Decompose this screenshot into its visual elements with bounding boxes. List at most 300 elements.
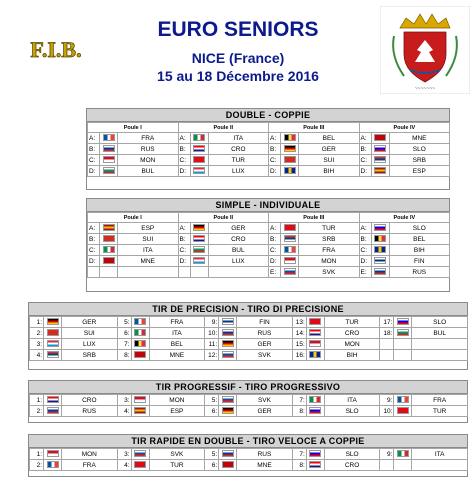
rus-flag-icon bbox=[47, 407, 59, 414]
flag-cell bbox=[306, 460, 324, 471]
country-code: GER bbox=[237, 406, 293, 417]
mon-flag-icon bbox=[284, 257, 296, 264]
flag-cell bbox=[131, 317, 149, 328]
rank-number: 3: bbox=[30, 339, 44, 350]
flag-cell bbox=[306, 350, 324, 361]
progressive-table bbox=[29, 394, 468, 417]
country-code: GER bbox=[62, 317, 118, 328]
rank-number: 5: bbox=[205, 449, 219, 460]
country-code: RUS bbox=[389, 267, 450, 278]
empty-cell bbox=[394, 339, 412, 350]
seed-label: B: bbox=[88, 234, 100, 245]
doubles-box bbox=[86, 108, 450, 190]
empty-cell bbox=[380, 460, 394, 471]
rank-number: 17: bbox=[380, 317, 394, 328]
cro-flag-icon bbox=[47, 396, 59, 403]
page-dates: 15 au 18 Décembre 2016 bbox=[157, 68, 319, 84]
cro-flag-icon bbox=[309, 461, 321, 468]
country-code: BEL bbox=[299, 133, 360, 144]
rank-number: 11: bbox=[205, 339, 219, 350]
slo-flag-icon bbox=[374, 224, 386, 231]
rank-number: 4: bbox=[117, 406, 131, 417]
seed-label: C: bbox=[178, 245, 190, 256]
country-code: MNE bbox=[118, 256, 179, 267]
country-code: GER bbox=[237, 339, 293, 350]
seed-label: B: bbox=[269, 144, 281, 155]
sui-flag-icon bbox=[284, 156, 296, 163]
country-code: CRO bbox=[208, 234, 269, 245]
bul-flag-icon bbox=[397, 329, 409, 336]
flag-cell bbox=[281, 223, 299, 234]
mon-flag-icon bbox=[309, 340, 321, 347]
ita-flag-icon bbox=[134, 329, 146, 336]
rank-number: 4: bbox=[30, 350, 44, 361]
rank-number: 2: bbox=[30, 460, 44, 471]
pool-header: Poule I bbox=[88, 123, 179, 133]
tur-flag-icon bbox=[284, 224, 296, 231]
svk-flag-icon bbox=[222, 351, 234, 358]
rank-number: 18: bbox=[380, 328, 394, 339]
flag-cell bbox=[44, 406, 62, 417]
flag-cell bbox=[100, 133, 118, 144]
seed-label: D: bbox=[178, 166, 190, 177]
svk-flag-icon bbox=[284, 268, 296, 275]
seed-label: E: bbox=[269, 267, 281, 278]
rank-number: 13: bbox=[292, 317, 306, 328]
tur-flag-icon bbox=[397, 407, 409, 414]
seed-label: A: bbox=[88, 133, 100, 144]
empty-cell bbox=[178, 267, 190, 278]
country-code: MON bbox=[324, 339, 380, 350]
singles-table bbox=[87, 212, 450, 278]
country-code: RUS bbox=[237, 449, 293, 460]
flag-cell bbox=[190, 133, 208, 144]
bel-flag-icon bbox=[374, 235, 386, 242]
rank-number: 3: bbox=[117, 395, 131, 406]
country-code: SUI bbox=[299, 155, 360, 166]
svk-flag-icon bbox=[134, 450, 146, 457]
table-row bbox=[30, 449, 468, 460]
country-code: MON bbox=[118, 155, 179, 166]
flag-cell bbox=[190, 166, 208, 177]
country-code: FRA bbox=[62, 460, 118, 471]
flag-cell bbox=[371, 144, 389, 155]
page-city: NICE (France) bbox=[191, 50, 285, 66]
progressive-title: TIR PROGRESSIF - TIRO PROGRESSIVO bbox=[29, 381, 467, 394]
flag-cell bbox=[371, 155, 389, 166]
flag-cell bbox=[371, 256, 389, 267]
country-code: BUL bbox=[412, 328, 468, 339]
empty-cell bbox=[412, 339, 468, 350]
rank-number: 4: bbox=[117, 460, 131, 471]
empty-cell bbox=[412, 460, 468, 471]
country-code: CRO bbox=[62, 395, 118, 406]
flag-cell bbox=[190, 223, 208, 234]
seed-label: C: bbox=[88, 245, 100, 256]
empty-cell bbox=[190, 267, 208, 278]
rank-number: 7: bbox=[117, 339, 131, 350]
seed-label: B: bbox=[269, 234, 281, 245]
lux-flag-icon bbox=[193, 257, 205, 264]
table-row bbox=[88, 133, 450, 144]
country-code: ITA bbox=[412, 449, 468, 460]
bih-flag-icon bbox=[374, 246, 386, 253]
flag-cell bbox=[219, 350, 237, 361]
country-code: MNE bbox=[149, 350, 205, 361]
country-code: ESP bbox=[149, 406, 205, 417]
slo-flag-icon bbox=[309, 407, 321, 414]
rank-number: 12: bbox=[205, 350, 219, 361]
flag-cell bbox=[44, 449, 62, 460]
country-code: SLO bbox=[324, 449, 380, 460]
country-code: CRO bbox=[208, 144, 269, 155]
country-code: RUS bbox=[62, 406, 118, 417]
fin-flag-icon bbox=[374, 257, 386, 264]
progressive-box bbox=[28, 380, 468, 423]
mne-flag-icon bbox=[222, 461, 234, 468]
flag-cell bbox=[394, 449, 412, 460]
country-code: SLO bbox=[389, 223, 450, 234]
page-title: EURO SENIORS bbox=[157, 18, 319, 41]
sui-flag-icon bbox=[47, 329, 59, 336]
flag-cell bbox=[131, 449, 149, 460]
rank-number: 9: bbox=[380, 395, 394, 406]
flag-cell bbox=[100, 144, 118, 155]
table-row bbox=[30, 395, 468, 406]
flag-cell bbox=[371, 223, 389, 234]
flag-cell bbox=[306, 317, 324, 328]
empty-cell bbox=[88, 267, 100, 278]
rank-number: 7: bbox=[292, 449, 306, 460]
srb-flag-icon bbox=[47, 351, 59, 358]
esp-flag-icon bbox=[374, 167, 386, 174]
pool-header: Poule III bbox=[269, 213, 360, 223]
country-code: ITA bbox=[118, 245, 179, 256]
rank-number: 5: bbox=[117, 317, 131, 328]
country-code: MON bbox=[62, 449, 118, 460]
table-row bbox=[88, 144, 450, 155]
country-code: SLO bbox=[324, 406, 380, 417]
country-code: MON bbox=[299, 256, 360, 267]
rank-number: 3: bbox=[117, 449, 131, 460]
seed-label: D: bbox=[178, 256, 190, 267]
rank-number: 10: bbox=[380, 406, 394, 417]
country-code: LUX bbox=[208, 166, 269, 177]
table-row bbox=[30, 460, 468, 471]
empty-cell bbox=[394, 350, 412, 361]
flag-cell bbox=[219, 395, 237, 406]
table-row bbox=[30, 339, 468, 350]
country-code: SVK bbox=[237, 350, 293, 361]
tur-flag-icon bbox=[134, 461, 146, 468]
fra-flag-icon bbox=[47, 461, 59, 468]
flag-cell bbox=[131, 339, 149, 350]
rank-number: 6: bbox=[205, 460, 219, 471]
esp-flag-icon bbox=[103, 224, 115, 231]
country-code: CRO bbox=[324, 328, 380, 339]
pool-header: Poule IV bbox=[359, 213, 450, 223]
precision-box bbox=[28, 302, 468, 370]
country-code: TUR bbox=[208, 155, 269, 166]
rank-number: 16: bbox=[292, 350, 306, 361]
precision-table bbox=[29, 316, 468, 361]
fra-flag-icon bbox=[134, 318, 146, 325]
seed-label: D: bbox=[88, 256, 100, 267]
table-row bbox=[88, 256, 450, 267]
fra-flag-icon bbox=[284, 246, 296, 253]
flag-cell bbox=[281, 245, 299, 256]
pool-header: Poule I bbox=[88, 213, 179, 223]
flag-cell bbox=[190, 256, 208, 267]
seed-label: B: bbox=[88, 144, 100, 155]
bih-flag-icon bbox=[309, 351, 321, 358]
rank-number: 9: bbox=[380, 449, 394, 460]
flag-cell bbox=[306, 449, 324, 460]
mon-flag-icon bbox=[134, 396, 146, 403]
flag-cell bbox=[219, 406, 237, 417]
seed-label: A: bbox=[178, 133, 190, 144]
seed-label: C: bbox=[359, 245, 371, 256]
table-row bbox=[88, 234, 450, 245]
rank-number: 1: bbox=[30, 449, 44, 460]
rapid-table bbox=[29, 448, 468, 471]
flag-cell bbox=[371, 245, 389, 256]
mon-flag-icon bbox=[103, 156, 115, 163]
flag-cell bbox=[131, 395, 149, 406]
seed-label: B: bbox=[359, 144, 371, 155]
table-row bbox=[88, 223, 450, 234]
country-code: CRO bbox=[324, 460, 380, 471]
flag-cell bbox=[100, 234, 118, 245]
country-code: MNE bbox=[237, 460, 293, 471]
table-row bbox=[30, 406, 468, 417]
country-code: ITA bbox=[208, 133, 269, 144]
flag-cell bbox=[100, 223, 118, 234]
flag-cell bbox=[100, 245, 118, 256]
seed-label: A: bbox=[269, 223, 281, 234]
flag-cell bbox=[281, 166, 299, 177]
rus-flag-icon bbox=[222, 329, 234, 336]
flag-cell bbox=[219, 328, 237, 339]
country-code: SRB bbox=[299, 234, 360, 245]
singles-title: SIMPLE - INDIVIDUALE bbox=[87, 199, 449, 212]
country-code: MNE bbox=[389, 133, 450, 144]
country-code: LUX bbox=[62, 339, 118, 350]
seed-label: A: bbox=[359, 133, 371, 144]
ita-flag-icon bbox=[309, 396, 321, 403]
country-code: ITA bbox=[324, 395, 380, 406]
seed-label: A: bbox=[178, 223, 190, 234]
country-code: SUI bbox=[62, 328, 118, 339]
country-code: GER bbox=[299, 144, 360, 155]
country-code: SLO bbox=[412, 317, 468, 328]
ita-flag-icon bbox=[397, 450, 409, 457]
country-code: TUR bbox=[324, 317, 380, 328]
flag-cell bbox=[131, 350, 149, 361]
country-code: BEL bbox=[389, 234, 450, 245]
country-code: FIN bbox=[237, 317, 293, 328]
rapid-box bbox=[28, 434, 468, 477]
ger-flag-icon bbox=[222, 340, 234, 347]
pool-header: Poule III bbox=[269, 123, 360, 133]
rank-number: 5: bbox=[205, 395, 219, 406]
sui-flag-icon bbox=[103, 235, 115, 242]
country-code: SLO bbox=[389, 144, 450, 155]
rank-number: 14: bbox=[292, 328, 306, 339]
fra-flag-icon bbox=[397, 396, 409, 403]
svg-text:~~~~~~~: ~~~~~~~ bbox=[414, 86, 436, 92]
flag-cell bbox=[44, 339, 62, 350]
srb-flag-icon bbox=[284, 235, 296, 242]
flag-cell bbox=[44, 350, 62, 361]
flag-cell bbox=[44, 460, 62, 471]
seed-label: A: bbox=[269, 133, 281, 144]
header bbox=[0, 0, 476, 100]
seed-label: B: bbox=[178, 234, 190, 245]
empty-cell bbox=[380, 339, 394, 350]
country-code: RUS bbox=[118, 144, 179, 155]
seed-label: C: bbox=[178, 155, 190, 166]
bul-flag-icon bbox=[103, 167, 115, 174]
flag-cell bbox=[281, 133, 299, 144]
slo-flag-icon bbox=[374, 145, 386, 152]
ger-flag-icon bbox=[222, 407, 234, 414]
rank-number: 8: bbox=[117, 350, 131, 361]
flag-cell bbox=[100, 166, 118, 177]
rank-number: 2: bbox=[30, 406, 44, 417]
flag-cell bbox=[281, 234, 299, 245]
rank-number: 2: bbox=[30, 328, 44, 339]
ita-flag-icon bbox=[193, 134, 205, 141]
empty-cell bbox=[100, 267, 118, 278]
seed-label: B: bbox=[359, 234, 371, 245]
country-code: TUR bbox=[299, 223, 360, 234]
rank-number: 6: bbox=[117, 328, 131, 339]
flag-cell bbox=[44, 395, 62, 406]
doubles-title: DOUBLE - COPPIE bbox=[87, 109, 449, 122]
rank-number: 8: bbox=[292, 406, 306, 417]
ger-flag-icon bbox=[193, 224, 205, 231]
seed-label: C: bbox=[88, 155, 100, 166]
mne-flag-icon bbox=[103, 257, 115, 264]
rank-number: 9: bbox=[205, 317, 219, 328]
country-code: GER bbox=[208, 223, 269, 234]
empty-cell bbox=[380, 350, 394, 361]
rus-flag-icon bbox=[103, 145, 115, 152]
country-code: BIH bbox=[389, 245, 450, 256]
flag-cell bbox=[306, 339, 324, 350]
tur-flag-icon bbox=[193, 156, 205, 163]
country-code: SRB bbox=[62, 350, 118, 361]
flag-cell bbox=[371, 166, 389, 177]
table-row bbox=[88, 245, 450, 256]
country-code: SVK bbox=[299, 267, 360, 278]
mne-flag-icon bbox=[374, 134, 386, 141]
bel-flag-icon bbox=[284, 134, 296, 141]
country-code: TUR bbox=[149, 460, 205, 471]
pool-header: Poule II bbox=[178, 123, 269, 133]
table-row bbox=[88, 267, 450, 278]
tur-flag-icon bbox=[309, 318, 321, 325]
pool-header: Poule II bbox=[178, 213, 269, 223]
empty-cell bbox=[394, 460, 412, 471]
flag-cell bbox=[394, 395, 412, 406]
rank-number: 10: bbox=[205, 328, 219, 339]
flag-cell bbox=[219, 339, 237, 350]
country-code: SUI bbox=[118, 234, 179, 245]
seed-label: C: bbox=[269, 245, 281, 256]
flag-cell bbox=[100, 155, 118, 166]
bel-flag-icon bbox=[134, 340, 146, 347]
country-code: ESP bbox=[389, 166, 450, 177]
flag-cell bbox=[190, 155, 208, 166]
flag-cell bbox=[281, 256, 299, 267]
rank-number: 6: bbox=[205, 406, 219, 417]
country-code: LUX bbox=[208, 256, 269, 267]
seed-label: D: bbox=[269, 166, 281, 177]
flag-cell bbox=[371, 267, 389, 278]
seed-label: D: bbox=[88, 166, 100, 177]
cro-flag-icon bbox=[193, 145, 205, 152]
pool-header: Poule IV bbox=[359, 123, 450, 133]
empty-cell bbox=[412, 350, 468, 361]
seed-label: D: bbox=[269, 256, 281, 267]
mne-flag-icon bbox=[134, 351, 146, 358]
slo-flag-icon bbox=[397, 318, 409, 325]
country-code: FRA bbox=[299, 245, 360, 256]
flag-cell bbox=[394, 406, 412, 417]
ger-flag-icon bbox=[47, 318, 59, 325]
country-code: FRA bbox=[118, 133, 179, 144]
country-code: FIN bbox=[389, 256, 450, 267]
country-code: FRA bbox=[412, 395, 468, 406]
fra-flag-icon bbox=[103, 134, 115, 141]
flag-cell bbox=[131, 406, 149, 417]
rank-number: 15: bbox=[292, 339, 306, 350]
seed-label: C: bbox=[269, 155, 281, 166]
rank-number: 1: bbox=[30, 395, 44, 406]
flag-cell bbox=[394, 317, 412, 328]
flag-cell bbox=[44, 317, 62, 328]
flag-cell bbox=[190, 245, 208, 256]
flag-cell bbox=[131, 460, 149, 471]
flag-cell bbox=[190, 234, 208, 245]
flag-cell bbox=[281, 155, 299, 166]
rapid-title: TIR RAPIDE EN DOUBLE - TIRO VELOCE A COPPIE bbox=[29, 435, 467, 448]
country-code: SRB bbox=[389, 155, 450, 166]
ger-flag-icon bbox=[284, 145, 296, 152]
esp-flag-icon bbox=[134, 407, 146, 414]
rus-flag-icon bbox=[222, 450, 234, 457]
fib-logo-text: F.I.B. bbox=[30, 37, 82, 62]
srb-flag-icon bbox=[374, 156, 386, 163]
country-code: MON bbox=[149, 395, 205, 406]
country-code: SVK bbox=[237, 395, 293, 406]
country-code: BEL bbox=[149, 339, 205, 350]
country-code: BUL bbox=[208, 245, 269, 256]
flag-cell bbox=[219, 449, 237, 460]
flag-cell bbox=[306, 395, 324, 406]
seed-label: D: bbox=[359, 256, 371, 267]
rank-number: 7: bbox=[292, 395, 306, 406]
flag-cell bbox=[44, 328, 62, 339]
bih-flag-icon bbox=[284, 167, 296, 174]
fin-flag-icon bbox=[222, 318, 234, 325]
doubles-table bbox=[87, 122, 450, 177]
svk-flag-icon bbox=[222, 396, 234, 403]
table-row bbox=[88, 155, 450, 166]
nice-crest-icon bbox=[380, 6, 470, 94]
